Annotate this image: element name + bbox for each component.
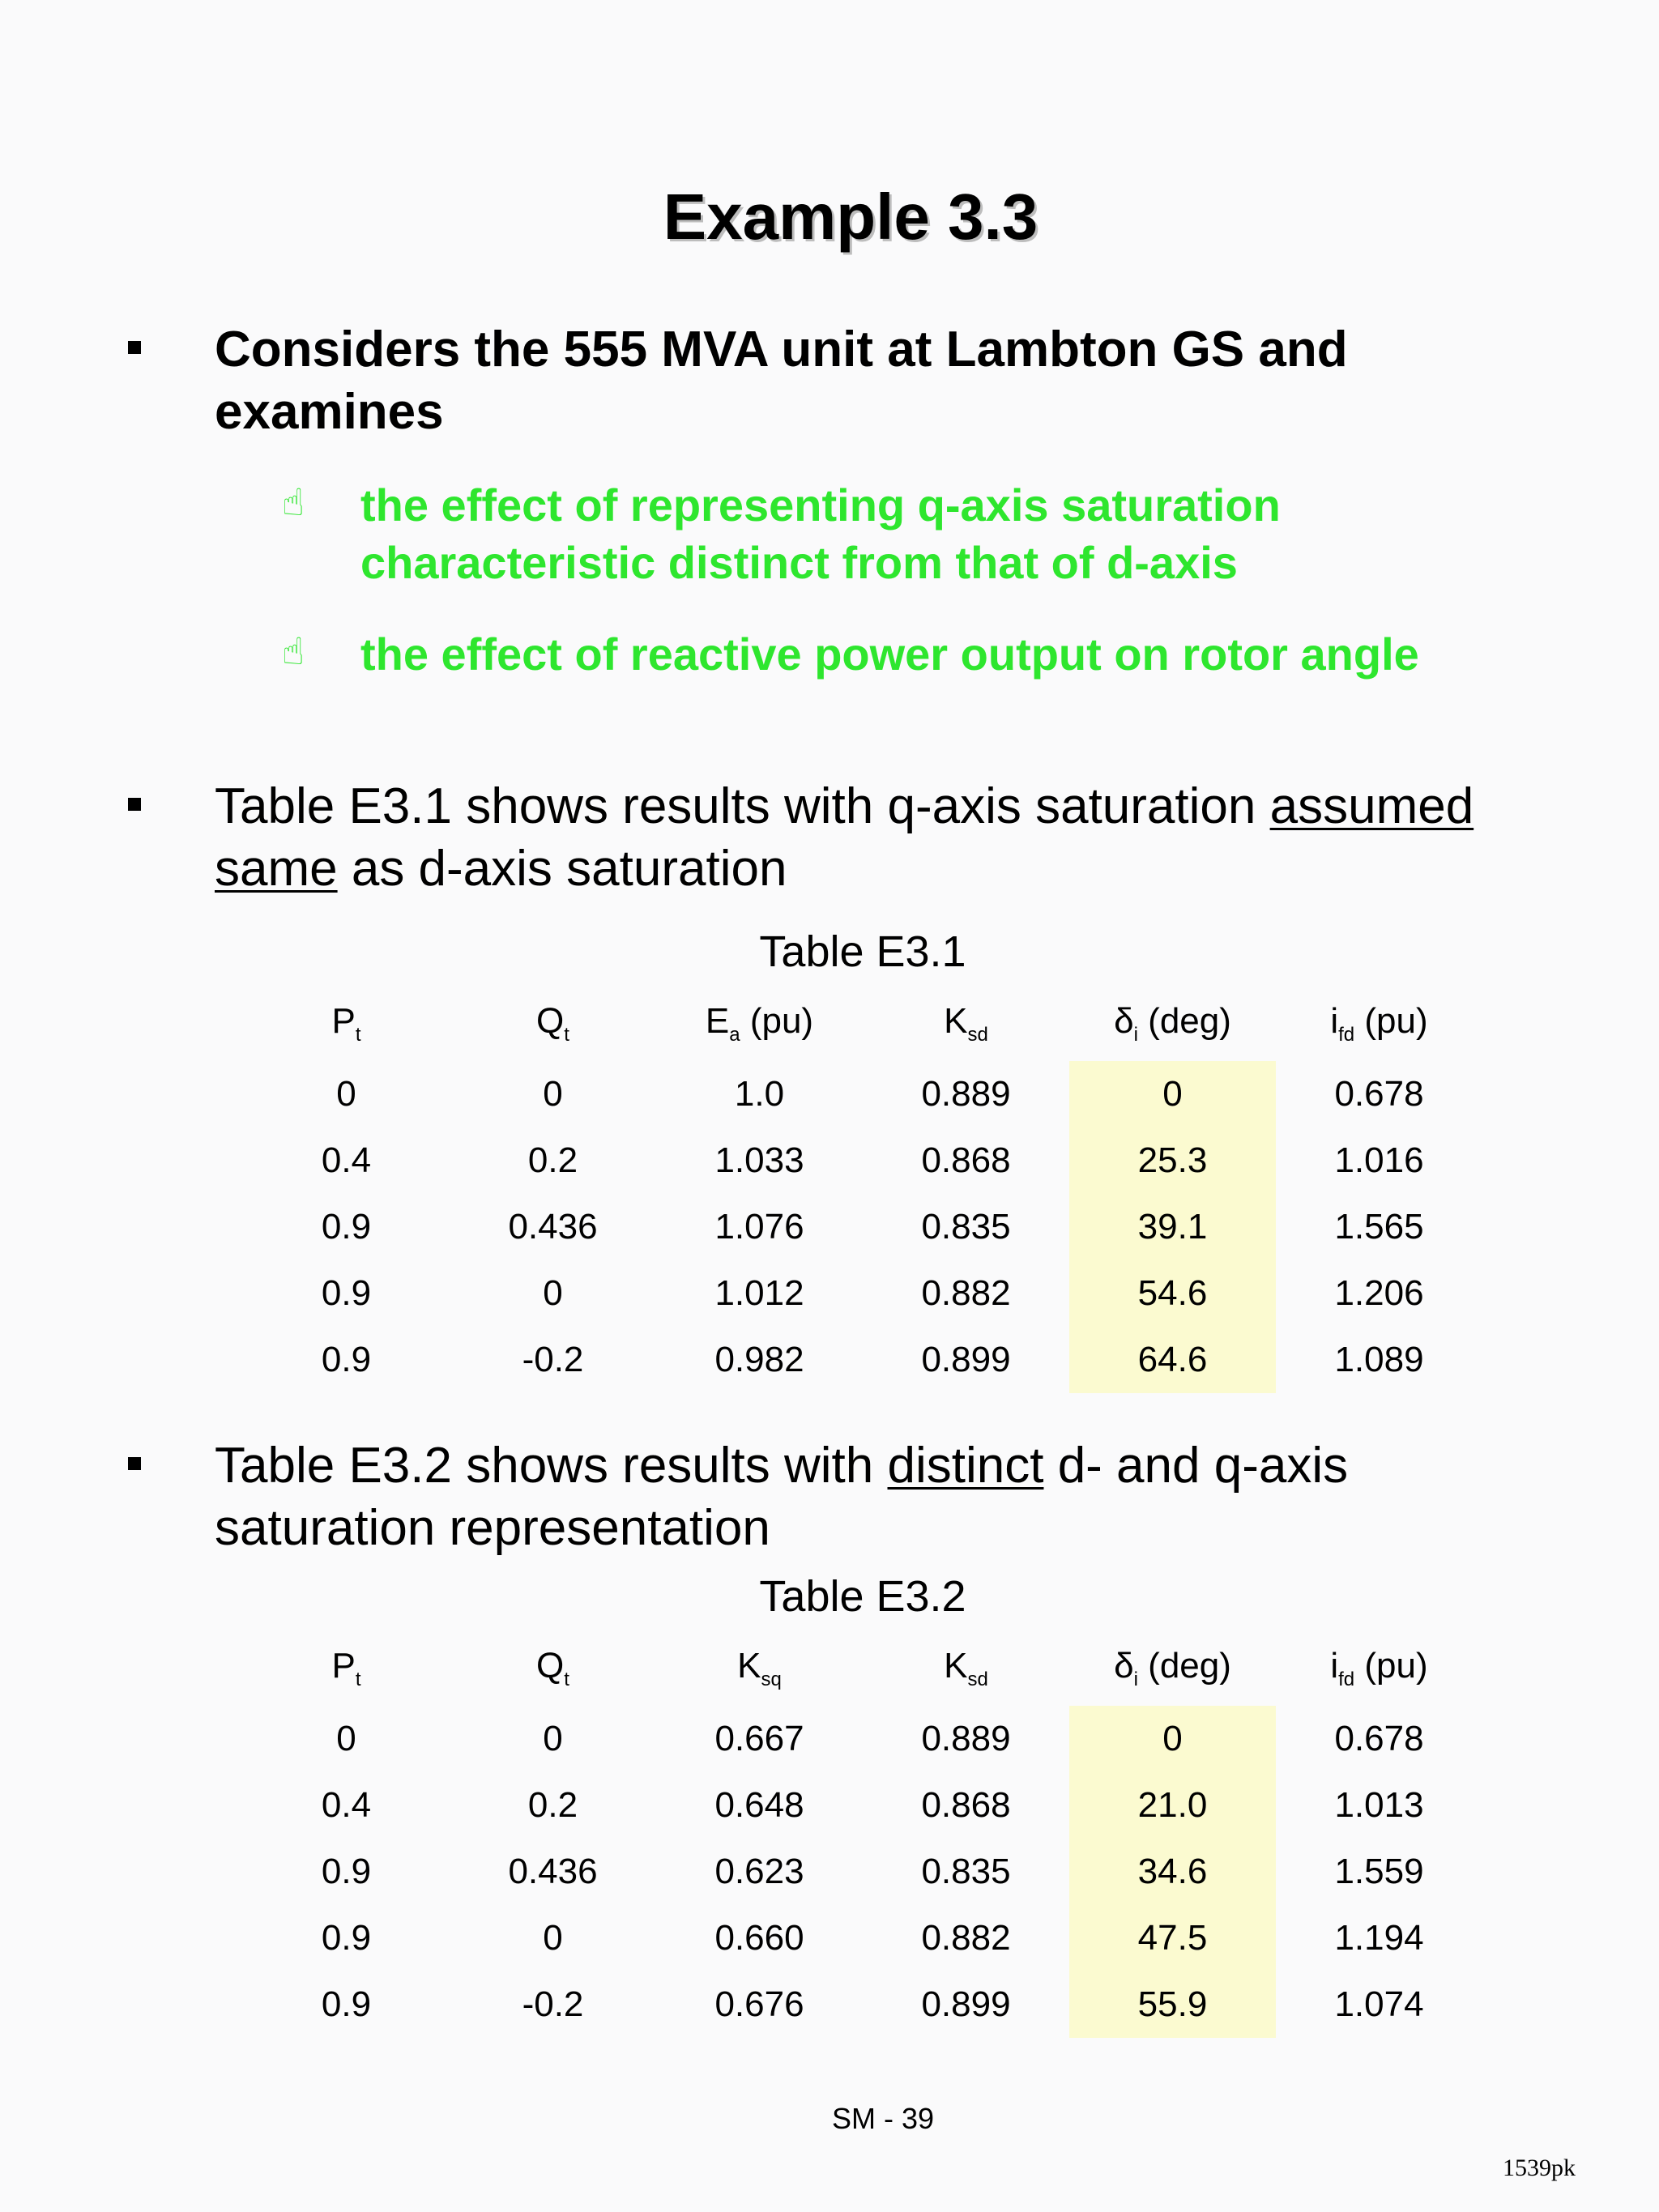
- table-row: [243, 1260, 1482, 1327]
- table-cell: 1.033: [714, 1140, 804, 1180]
- column-header: $P_t$: [331, 1001, 361, 1046]
- bullet-3-text: Table E3.2 shows results with distinct d- and q-axis saturation representation: [215, 1438, 1349, 1556]
- table-cell: 1.012: [714, 1273, 804, 1313]
- table-e3-2: [243, 1631, 1482, 2038]
- bullet-1-text: [215, 318, 1592, 443]
- table-cell: -0.2: [522, 1984, 584, 2024]
- table-cell: 0: [336, 1719, 356, 1758]
- table-e3-1-caption: Table E3.1: [759, 927, 966, 976]
- table-cell: 0.982: [714, 1340, 804, 1379]
- rotor-angle-cell: 21.0: [1069, 1772, 1276, 1839]
- table-cell: 1.074: [1334, 1984, 1424, 2024]
- table-cell: 0.2: [527, 1140, 578, 1180]
- square-bullet-icon: [128, 798, 141, 811]
- table-row: [243, 1327, 1482, 1393]
- table-cell: 0.835: [921, 1207, 1011, 1247]
- table-cell: 0.9: [321, 1273, 372, 1313]
- table-cell: -0.2: [522, 1340, 584, 1379]
- column-header: $K_{sd}$: [944, 1646, 988, 1690]
- rotor-angle-cell: 47.5: [1069, 1905, 1276, 1971]
- table-row: [243, 1061, 1482, 1127]
- table-e3-1: [243, 987, 1482, 1393]
- table-cell: 0.868: [921, 1785, 1011, 1825]
- rotor-angle-cell: 64.6: [1069, 1327, 1276, 1393]
- rotor-angle-cell: 55.9: [1069, 1971, 1276, 2038]
- table-row: [243, 1194, 1482, 1260]
- column-header: $\delta_i$ (deg): [1114, 1001, 1231, 1046]
- table-cell: 0: [543, 1918, 563, 1958]
- table-cell: 1.559: [1334, 1852, 1424, 1891]
- column-header: $\delta_i$ (deg): [1114, 1646, 1231, 1690]
- table-cell: 0.889: [921, 1719, 1011, 1758]
- table-row: [243, 1772, 1482, 1839]
- underlined-word: same: [215, 841, 338, 897]
- document-code: 1539pk: [1503, 2154, 1576, 2181]
- column-header: $Q_t$: [536, 1646, 569, 1690]
- table-cell: 1.565: [1334, 1207, 1424, 1247]
- page-title: Example 3.3: [663, 181, 1038, 253]
- page-number: SM - 39: [831, 2102, 935, 2135]
- table-e3-2-caption: Table E3.2: [759, 1572, 966, 1621]
- table-row: [243, 1839, 1482, 1905]
- underlined-word: assumed: [1269, 778, 1474, 834]
- table-cell: 0.835: [921, 1852, 1011, 1891]
- table-cell: 0: [336, 1074, 356, 1114]
- rotor-angle-cell: 34.6: [1069, 1839, 1276, 1905]
- table-row: [243, 1905, 1482, 1971]
- rotor-angle-cell: 0: [1069, 1706, 1276, 1772]
- table-cell: 0.648: [714, 1785, 804, 1825]
- rotor-angle-cell: 39.1: [1069, 1194, 1276, 1260]
- column-header: $Q_t$: [536, 1001, 569, 1046]
- table-cell: 0.9: [321, 1852, 372, 1891]
- table-cell: 0.436: [508, 1207, 598, 1247]
- sub-bullet-2: [360, 625, 1640, 683]
- bullet-1-line-2: examines: [215, 384, 444, 440]
- table-row: [243, 1127, 1482, 1194]
- table-cell: 1.013: [1334, 1785, 1424, 1825]
- table-cell: 0.436: [508, 1852, 598, 1891]
- table-header-row: [243, 987, 1482, 1061]
- table-cell: 0.676: [714, 1984, 804, 2024]
- bullet-2-text: Table E3.1 shows results with q-axis saturation assumed same as d-axis saturation: [215, 778, 1474, 897]
- table-cell: 0: [543, 1719, 563, 1758]
- table-cell: 1.089: [1334, 1340, 1424, 1379]
- sub-bullet-1-line-1: the effect of representing q-axis saturation: [360, 479, 1281, 531]
- sub-bullet-1: [360, 476, 1616, 591]
- table-row: [243, 1706, 1482, 1772]
- table-cell: 0.2: [527, 1785, 578, 1825]
- table-cell: 0.9: [321, 1340, 372, 1379]
- rotor-angle-cell: 54.6: [1069, 1260, 1276, 1327]
- table-cell: 1.016: [1334, 1140, 1424, 1180]
- table-cell: 0.882: [921, 1918, 1011, 1958]
- table-cell: 0.9: [321, 1918, 372, 1958]
- pointing-hand-icon: ☝: [282, 630, 305, 672]
- table-cell: 1.206: [1334, 1273, 1424, 1313]
- column-header: $E_a$ (pu): [705, 1001, 814, 1046]
- table-cell: 0.889: [921, 1074, 1011, 1114]
- square-bullet-icon: [128, 341, 141, 354]
- sub-bullet-1-line-2: characteristic distinct from that of d-axis: [360, 537, 1238, 588]
- table-cell: 1.194: [1334, 1918, 1424, 1958]
- table-cell: 0: [543, 1074, 563, 1114]
- pointing-hand-icon: ☝: [282, 481, 305, 523]
- column-header: $i_{fd}$ (pu): [1330, 1646, 1428, 1690]
- bullet-1-line-1: Considers the 555 MVA unit at Lambton GS and: [215, 322, 1348, 377]
- table-cell: 0.868: [921, 1140, 1011, 1180]
- table-cell: 0.678: [1334, 1719, 1424, 1758]
- rotor-angle-cell: 25.3: [1069, 1127, 1276, 1194]
- column-header: $P_t$: [331, 1646, 361, 1690]
- column-header: $K_{sd}$: [944, 1001, 988, 1046]
- column-header: $i_{fd}$ (pu): [1330, 1001, 1428, 1046]
- table-cell: 0.623: [714, 1852, 804, 1891]
- table-cell: 0.882: [921, 1273, 1011, 1313]
- table-header-row: [243, 1631, 1482, 1706]
- square-bullet-icon: [128, 1457, 141, 1470]
- rotor-angle-cell: 0: [1069, 1061, 1276, 1127]
- table-cell: 0.4: [321, 1140, 372, 1180]
- underlined-word: distinct: [887, 1438, 1044, 1494]
- table-cell: 0.899: [921, 1984, 1011, 2024]
- table-cell: 1.0: [734, 1074, 785, 1114]
- table-row: [243, 1971, 1482, 2038]
- sub-bullet-2-line-1: the effect of reactive power output on rotor angle: [360, 629, 1419, 680]
- table-cell: 0.9: [321, 1984, 372, 2024]
- column-header: $K_{sq}$: [737, 1646, 782, 1690]
- table-cell: 0.4: [321, 1785, 372, 1825]
- table-cell: 0.667: [714, 1719, 804, 1758]
- table-cell: 0.660: [714, 1918, 804, 1958]
- table-cell: 0.678: [1334, 1074, 1424, 1114]
- table-cell: 0.899: [921, 1340, 1011, 1379]
- table-cell: 0: [543, 1273, 563, 1313]
- table-cell: 1.076: [714, 1207, 804, 1247]
- table-cell: 0.9: [321, 1207, 372, 1247]
